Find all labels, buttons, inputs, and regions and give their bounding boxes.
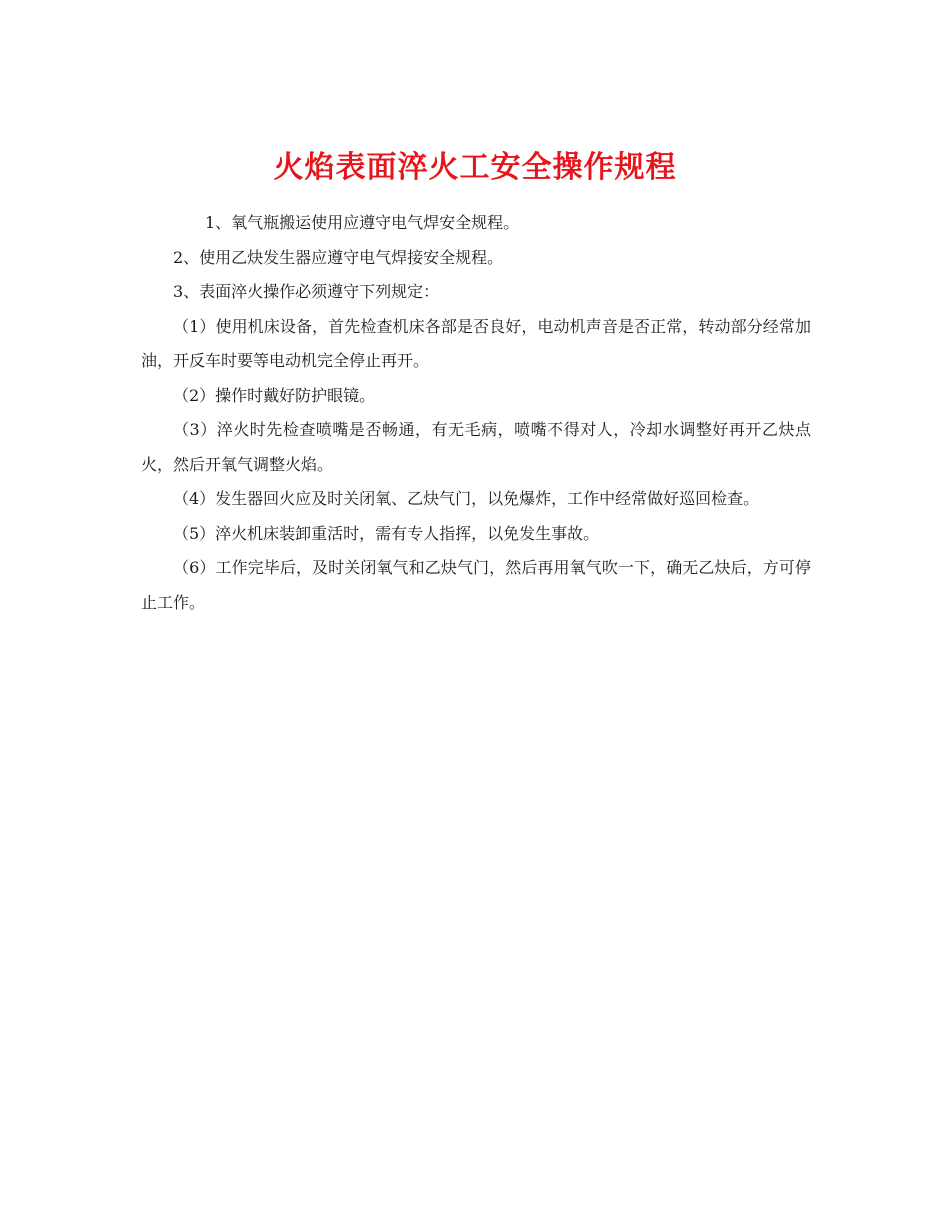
rule-1-oxygen-cylinder: 1、氧气瓶搬运使用应遵守电气焊安全规程。 — [205, 213, 520, 232]
rule-3-item-4-backfire: （4）发生器回火应及时关闭氧、乙炔气门，以免爆炸，工作中经常做好巡回检查。 — [173, 489, 760, 508]
rule-3-item-6-shutdown: （6）工作完毕后，及时关闭氧气和乙炔气门，然后再用氧气吹一下，确无乙炔后，方可停止工作。 — [141, 558, 811, 612]
rule-3-item-1-machine-tool: （1）使用机床设备，首先检查机床各部是否良好，电动机声音是否正常，转动部分经常加油，开反车时要等电动机完全停止再开。 — [141, 316, 811, 370]
rule-2-acetylene-generator: 2、使用乙炔发生器应遵守电气焊接安全规程。 — [173, 247, 504, 267]
rule-3-item-3-nozzle-check: （3）淬火时先检查喷嘴是否畅通，有无毛病，喷嘴不得对人，冷却水调整好再开乙炔点火，然后开氧气调整火焰。 — [141, 420, 811, 474]
rule-3-surface-hardening-intro: 3、表面淬火操作必须遵守下列规定： — [173, 282, 440, 301]
rule-3-item-2-goggles: （2）操作时戴好防护眼镜。 — [173, 385, 376, 405]
document-body — [141, 206, 811, 620]
rule-3-item-5-heavy-load: （5）淬火机床装卸重活时，需有专人指挥，以免发生事故。 — [173, 523, 600, 543]
document-title: 火焰表面淬火工安全操作规程 — [273, 150, 677, 186]
